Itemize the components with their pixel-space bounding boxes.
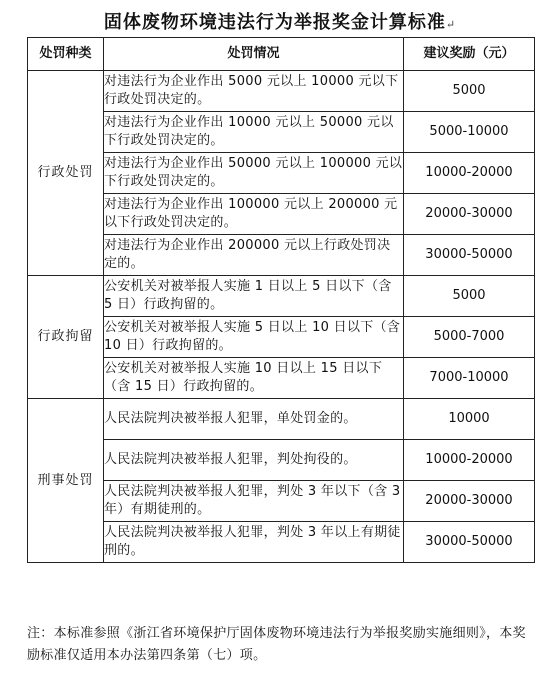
reward-cell: 5000-10000 bbox=[404, 112, 535, 153]
table-row bbox=[28, 522, 535, 563]
category-cell: 行政处罚 bbox=[28, 71, 104, 276]
table-row bbox=[28, 440, 535, 481]
table-row bbox=[28, 481, 535, 522]
table-row bbox=[28, 71, 535, 112]
header-reward: 建议奖励（元） bbox=[404, 38, 535, 71]
document-title bbox=[0, 8, 560, 34]
category-cell: 刑事处罚 bbox=[28, 399, 104, 563]
reward-cell: 10000-20000 bbox=[404, 153, 535, 194]
header-situation: 处罚情况 bbox=[104, 38, 404, 71]
reward-cell: 20000-30000 bbox=[404, 481, 535, 522]
table-body bbox=[28, 71, 535, 563]
table-row bbox=[28, 317, 535, 358]
situation-cell: 对违法行为企业作出 5000 元以上 10000 元以下行政处罚决定的。 bbox=[104, 71, 404, 112]
situation-cell: 对违法行为企业作出 200000 元以上行政处罚决定的。 bbox=[104, 235, 404, 276]
header-category: 处罚种类 bbox=[28, 38, 104, 71]
reward-cell: 10000 bbox=[404, 399, 535, 440]
reward-cell: 7000-10000 bbox=[404, 358, 535, 399]
category-cell: 行政拘留 bbox=[28, 276, 104, 399]
reward-cell: 5000 bbox=[404, 71, 535, 112]
reward-cell: 30000-50000 bbox=[404, 235, 535, 276]
situation-cell: 公安机关对被举报人实施 5 日以上 10 日以下（含 10 日）行政拘留的。 bbox=[104, 317, 404, 358]
situation-cell: 对违法行为企业作出 10000 元以上 50000 元以下行政处罚决定的。 bbox=[104, 112, 404, 153]
situation-cell: 人民法院判决被举报人犯罪，判处 3 年以下（含 3 年）有期徒刑的。 bbox=[104, 481, 404, 522]
reward-cell: 10000-20000 bbox=[404, 440, 535, 481]
table-row bbox=[28, 194, 535, 235]
table-row bbox=[28, 276, 535, 317]
reward-cell: 20000-30000 bbox=[404, 194, 535, 235]
situation-cell: 对违法行为企业作出 100000 元以上 200000 元以下行政处罚决定的。 bbox=[104, 194, 404, 235]
situation-cell: 公安机关对被举报人实施 10 日以上 15 日以下（含 15 日）行政拘留的。 bbox=[104, 358, 404, 399]
table-header-row bbox=[28, 38, 535, 71]
paragraph-mark: ↵ bbox=[445, 18, 457, 31]
situation-cell: 人民法院判决被举报人犯罪，判处拘役的。 bbox=[104, 440, 404, 481]
situation-cell: 人民法院判决被举报人犯罪，判处 3 年以上有期徒刑的。 bbox=[104, 522, 404, 563]
reward-cell: 5000 bbox=[404, 276, 535, 317]
reward-table bbox=[27, 37, 535, 563]
situation-cell: 人民法院判决被举报人犯罪，单处罚金的。 bbox=[104, 399, 404, 440]
document-title-text: 固体废物环境违法行为举报奖金计算标准 bbox=[103, 12, 446, 33]
table-row bbox=[28, 358, 535, 399]
reward-cell: 5000-7000 bbox=[404, 317, 535, 358]
footnote: 注：本标准参照《浙江省环境保护厅固体废物环境违法行为举报奖励实施细则》，本奖励标准仅适用本办法第四条第（七）项。 bbox=[27, 626, 526, 663]
situation-cell: 对违法行为企业作出 50000 元以上 100000 元以下行政处罚决定的。 bbox=[104, 153, 404, 194]
reward-cell: 30000-50000 bbox=[404, 522, 535, 563]
situation-cell: 公安机关对被举报人实施 1 日以上 5 日以下（含 5 日）行政拘留的。 bbox=[104, 276, 404, 317]
table-row bbox=[28, 112, 535, 153]
table-row bbox=[28, 153, 535, 194]
table-row bbox=[28, 399, 535, 440]
table-row bbox=[28, 235, 535, 276]
